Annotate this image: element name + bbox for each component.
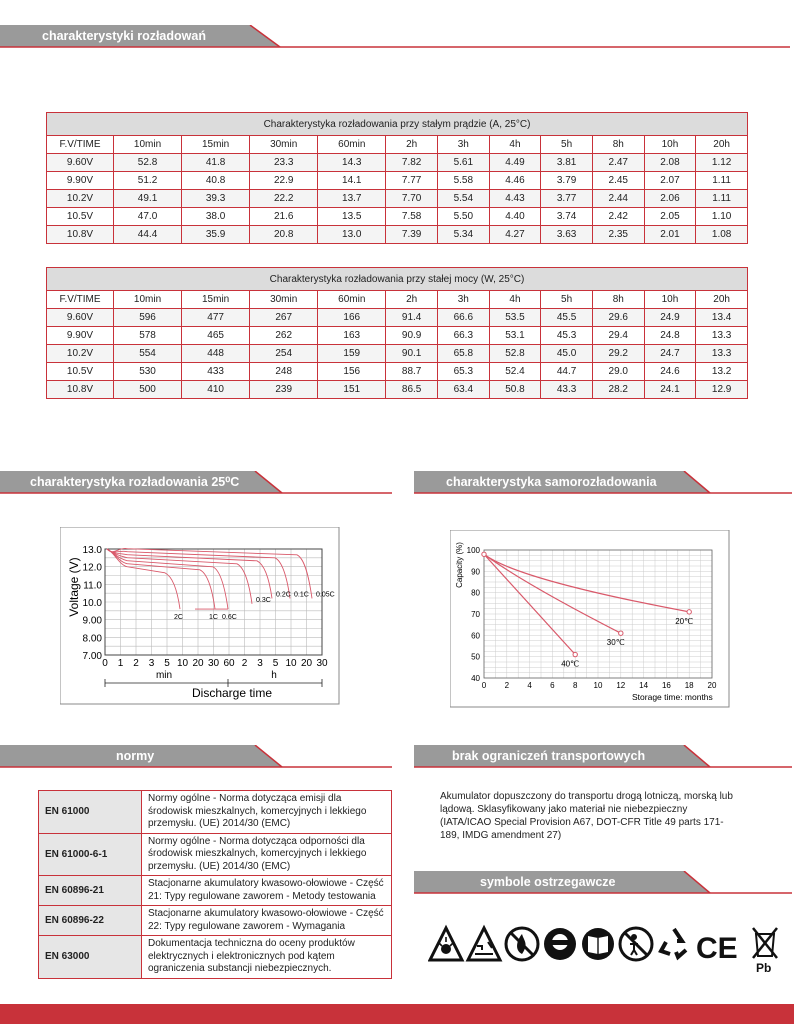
table-cell: 2.44 bbox=[592, 190, 644, 208]
table-cell: 530 bbox=[114, 363, 182, 381]
norm-row bbox=[39, 876, 392, 906]
norm-description: Stacjonarne akumulatory kwasowo-ołowiowe - Część 22: Typy regulowane zaworem - Wymagania bbox=[142, 906, 392, 936]
table-cell: 35.9 bbox=[182, 226, 250, 244]
table-caption: Charakterystyka rozładowania przy stałym prądzie (A, 25°C) bbox=[47, 113, 748, 136]
table-cell: 66.6 bbox=[437, 309, 489, 327]
curve-label: 0.6C bbox=[222, 614, 237, 622]
column-header: 15min bbox=[182, 136, 250, 154]
curve-end-point bbox=[619, 631, 623, 635]
column-header: 30min bbox=[250, 136, 318, 154]
y-tick-label: 10.0 bbox=[82, 598, 102, 609]
curve-label: 30℃ bbox=[606, 638, 625, 648]
column-header: 20h bbox=[696, 291, 748, 309]
table-cell: 13.4 bbox=[696, 309, 748, 327]
table-row bbox=[47, 309, 748, 327]
table-cell: 2.42 bbox=[592, 208, 644, 226]
table-cell: 41.8 bbox=[182, 154, 250, 172]
y-axis-label: Capacity (%) bbox=[455, 542, 464, 588]
x-tick-label: 8 bbox=[572, 681, 578, 690]
norm-description: Normy ogólne - Norma dotycząca emisji dla środowisk mieszkalnych, komercyjnych i lekkiego przemysłu. (UE) 2014/30 (EMC) bbox=[142, 791, 392, 834]
table-cell: 2.06 bbox=[644, 190, 696, 208]
column-header: 60min bbox=[318, 136, 386, 154]
column-header: 30min bbox=[250, 291, 318, 309]
table-cell: 65.8 bbox=[437, 345, 489, 363]
table-cell: 7.82 bbox=[386, 154, 438, 172]
table-cell: 1.08 bbox=[696, 226, 748, 244]
section-banner-discharge-curve bbox=[0, 471, 394, 493]
table-cell: 29.0 bbox=[592, 363, 644, 381]
table-cell: 596 bbox=[114, 309, 182, 327]
x-tick-label: 5 bbox=[272, 658, 279, 669]
section-title: charakterystyka rozładowania 25⁰C bbox=[30, 475, 240, 489]
table-cell: 39.3 bbox=[182, 190, 250, 208]
table-cell: 28.2 bbox=[592, 381, 644, 399]
table-row bbox=[47, 363, 748, 381]
read-manual-icon bbox=[582, 928, 614, 960]
curve-label: 0.05C bbox=[316, 591, 335, 599]
x-tick-label: 20 bbox=[707, 681, 717, 690]
table-cell: 7.70 bbox=[386, 190, 438, 208]
table-cell: 22.9 bbox=[250, 172, 318, 190]
table-cell: 13.2 bbox=[696, 363, 748, 381]
x-tick-label: 5 bbox=[164, 658, 170, 669]
table-cell: 151 bbox=[318, 381, 386, 399]
x-tick-label: 2 bbox=[241, 658, 248, 669]
table-cell: 13.3 bbox=[696, 345, 748, 363]
x-tick-label: 10 bbox=[593, 681, 603, 690]
table-cell: 2.01 bbox=[644, 226, 696, 244]
section-banner-symbols bbox=[414, 871, 794, 893]
norm-code: EN 60896-21 bbox=[39, 876, 142, 906]
table-row bbox=[47, 172, 748, 190]
table-cell: 53.5 bbox=[489, 309, 541, 327]
x-tick-label: 20 bbox=[300, 658, 313, 669]
table-row bbox=[47, 154, 748, 172]
explosive-icon bbox=[430, 928, 462, 960]
x-tick-label: 10 bbox=[285, 658, 297, 669]
curve-end-point bbox=[687, 610, 691, 614]
ce-mark: CE bbox=[696, 932, 738, 965]
x-unit-h: h bbox=[271, 670, 277, 681]
table-cell: 2.35 bbox=[592, 226, 644, 244]
column-header: 10min bbox=[114, 136, 182, 154]
table-cell: 7.58 bbox=[386, 208, 438, 226]
y-tick-label: 8.00 bbox=[82, 633, 102, 645]
norm-row bbox=[39, 833, 392, 876]
table-row bbox=[47, 208, 748, 226]
column-header: 8h bbox=[592, 136, 644, 154]
section-banner-transport bbox=[414, 745, 794, 767]
warning-symbols-row bbox=[428, 924, 788, 974]
table-row bbox=[47, 190, 748, 208]
x-tick-label: 1 bbox=[117, 658, 124, 669]
x-axis-label: Discharge time bbox=[191, 686, 273, 700]
table-cell: 29.4 bbox=[592, 327, 644, 345]
x-tick-label: 2 bbox=[504, 681, 510, 690]
curve-label: 0.2C bbox=[276, 591, 291, 599]
corrosive-icon bbox=[468, 928, 500, 960]
table-cell: 1.12 bbox=[696, 154, 748, 172]
norm-row bbox=[39, 906, 392, 936]
table-cell: 44.7 bbox=[541, 363, 593, 381]
table-cell: 3.79 bbox=[541, 172, 593, 190]
table-cell: 45.0 bbox=[541, 345, 593, 363]
table-cell: 465 bbox=[182, 327, 250, 345]
table-cell: 51.2 bbox=[114, 172, 182, 190]
table-cell: 29.2 bbox=[592, 345, 644, 363]
section-banner-discharge bbox=[0, 25, 794, 47]
table-cell: 2.47 bbox=[592, 154, 644, 172]
curve-label: 0.1C bbox=[294, 591, 309, 599]
table-cell: 13.0 bbox=[318, 226, 386, 244]
table-caption: Charakterystyka rozładowania przy stałej mocy (W, 25°C) bbox=[47, 268, 748, 291]
table-cell: 262 bbox=[250, 327, 318, 345]
y-tick-label: 80 bbox=[471, 588, 480, 598]
x-tick-label: 14 bbox=[639, 681, 649, 690]
x-tick-label: 30 bbox=[207, 658, 220, 669]
table-cell: 20.8 bbox=[250, 226, 318, 244]
table-cell: 4.49 bbox=[489, 154, 541, 172]
table-cell: 38.0 bbox=[182, 208, 250, 226]
recycle-icon bbox=[661, 929, 686, 957]
norm-code: EN 61000-6-1 bbox=[39, 833, 142, 876]
table-cell: 90.9 bbox=[386, 327, 438, 345]
table-cell: 24.8 bbox=[644, 327, 696, 345]
discharge-curve-chart bbox=[60, 527, 340, 705]
footer-bar bbox=[0, 1004, 794, 1024]
table-cell: 9.60V bbox=[47, 154, 114, 172]
table-cell: 24.9 bbox=[644, 309, 696, 327]
table-cell: 13.3 bbox=[696, 327, 748, 345]
eye-protection-icon bbox=[544, 928, 576, 960]
table-cell: 65.3 bbox=[437, 363, 489, 381]
table-cell: 86.5 bbox=[386, 381, 438, 399]
column-header: 2h bbox=[386, 291, 438, 309]
section-title: brak ograniczeń transportowych bbox=[452, 749, 646, 763]
table-cell: 3.81 bbox=[541, 154, 593, 172]
table-cell: 24.6 bbox=[644, 363, 696, 381]
section-title: charakterystyki rozładowań bbox=[42, 29, 206, 43]
column-header: 5h bbox=[541, 136, 593, 154]
norm-code: EN 61000 bbox=[39, 791, 142, 834]
table-cell: 29.6 bbox=[592, 309, 644, 327]
x-tick-label: 0 bbox=[481, 681, 487, 690]
section-title: normy bbox=[116, 749, 155, 763]
weee-bin-icon bbox=[753, 928, 777, 974]
table-cell: 477 bbox=[182, 309, 250, 327]
table-cell: 40.8 bbox=[182, 172, 250, 190]
table-cell: 14.1 bbox=[318, 172, 386, 190]
column-header: 60min bbox=[318, 291, 386, 309]
table-cell: 5.58 bbox=[437, 172, 489, 190]
table-cell: 47.0 bbox=[114, 208, 182, 226]
column-header: 10min bbox=[114, 291, 182, 309]
column-header: 20h bbox=[696, 136, 748, 154]
table-cell: 10.2V bbox=[47, 345, 114, 363]
table-cell: 2.05 bbox=[644, 208, 696, 226]
y-tick-label: 7.00 bbox=[82, 651, 102, 662]
norm-code: EN 60896-22 bbox=[39, 906, 142, 936]
section-title: symbole ostrzegawcze bbox=[480, 875, 616, 889]
table-cell: 22.2 bbox=[250, 190, 318, 208]
x-tick-label: 12 bbox=[616, 681, 626, 690]
x-axis-label: Storage time: months bbox=[632, 692, 713, 702]
section-title: charakterystyka samorozładowania bbox=[446, 475, 657, 489]
table-cell: 4.40 bbox=[489, 208, 541, 226]
table-cell: 239 bbox=[250, 381, 318, 399]
norm-description: Normy ogólne - Norma dotycząca odporności dla środowisk mieszkalnych, komercyjnych i lekkiego przemysłu. (UE) 2014/30 (EMC) bbox=[142, 833, 392, 876]
table-cell: 554 bbox=[114, 345, 182, 363]
x-tick-label: 18 bbox=[684, 681, 694, 690]
table-cell: 5.61 bbox=[437, 154, 489, 172]
table-cell: 12.9 bbox=[696, 381, 748, 399]
column-header: 8h bbox=[592, 291, 644, 309]
column-header: F.V/TIME bbox=[47, 136, 114, 154]
table-cell: 45.5 bbox=[541, 309, 593, 327]
table-cell: 50.8 bbox=[489, 381, 541, 399]
table-cell: 166 bbox=[318, 309, 386, 327]
y-tick-label: 12.0 bbox=[82, 562, 102, 574]
table-cell: 23.3 bbox=[250, 154, 318, 172]
x-tick-label: 16 bbox=[661, 681, 671, 690]
table-cell: 63.4 bbox=[437, 381, 489, 399]
y-axis-label: Voltage (V) bbox=[67, 557, 81, 617]
table-cell: 578 bbox=[114, 327, 182, 345]
table-cell: 1.10 bbox=[696, 208, 748, 226]
table-cell: 7.39 bbox=[386, 226, 438, 244]
table-cell: 1.11 bbox=[696, 190, 748, 208]
table-cell: 500 bbox=[114, 381, 182, 399]
norm-code: EN 63000 bbox=[39, 936, 142, 979]
table-cell: 4.27 bbox=[489, 226, 541, 244]
column-header: 2h bbox=[386, 136, 438, 154]
table-cell: 7.77 bbox=[386, 172, 438, 190]
table-cell: 24.1 bbox=[644, 381, 696, 399]
y-tick-label: 70 bbox=[471, 610, 480, 619]
table-cell: 88.7 bbox=[386, 363, 438, 381]
norm-row bbox=[39, 791, 392, 834]
x-tick-label: 30 bbox=[316, 658, 328, 669]
column-header: 3h bbox=[437, 291, 489, 309]
curve-label: 1C bbox=[209, 614, 218, 622]
table-cell: 53.1 bbox=[489, 327, 541, 345]
table-cell: 159 bbox=[318, 345, 386, 363]
curve-label: 20℃ bbox=[675, 616, 694, 626]
table-cell: 90.1 bbox=[386, 345, 438, 363]
constant-power-table bbox=[46, 267, 748, 399]
table-cell: 156 bbox=[318, 363, 386, 381]
y-tick-label: 100 bbox=[466, 546, 480, 555]
y-tick-label: 11.0 bbox=[83, 580, 102, 592]
table-cell: 254 bbox=[250, 345, 318, 363]
column-header: 10h bbox=[644, 136, 696, 154]
curve-label: 0.3C bbox=[256, 596, 271, 604]
column-header: 5h bbox=[541, 291, 593, 309]
table-cell: 9.60V bbox=[47, 309, 114, 327]
norm-description: Stacjonarne akumulatory kwasowo-ołowiowe - Część 21: Typy regulowane zaworem - Metody testowania bbox=[142, 876, 392, 906]
x-tick-label: 10 bbox=[176, 658, 189, 669]
column-header: F.V/TIME bbox=[47, 291, 114, 309]
section-banner-self-discharge bbox=[414, 471, 794, 493]
table-cell: 10.2V bbox=[47, 190, 114, 208]
no-children-icon bbox=[620, 928, 652, 960]
column-header: 3h bbox=[437, 136, 489, 154]
curve-start-point bbox=[482, 552, 486, 556]
x-tick-label: 60 bbox=[223, 658, 235, 669]
table-cell: 52.4 bbox=[489, 363, 541, 381]
table-cell: 9.90V bbox=[47, 172, 114, 190]
table-cell: 66.3 bbox=[437, 327, 489, 345]
table-cell: 91.4 bbox=[386, 309, 438, 327]
table-cell: 10.8V bbox=[47, 226, 114, 244]
norm-row bbox=[39, 936, 392, 979]
y-tick-label: 50 bbox=[471, 652, 480, 662]
y-tick-label: 9.00 bbox=[82, 615, 102, 627]
table-row bbox=[47, 345, 748, 363]
table-cell: 267 bbox=[250, 309, 318, 327]
table-cell: 3.77 bbox=[541, 190, 593, 208]
table-row bbox=[47, 381, 748, 399]
table-cell: 10.5V bbox=[47, 208, 114, 226]
table-cell: 448 bbox=[182, 345, 250, 363]
column-header: 15min bbox=[182, 291, 250, 309]
table-cell: 44.4 bbox=[114, 226, 182, 244]
table-cell: 5.54 bbox=[437, 190, 489, 208]
table-cell: 43.3 bbox=[541, 381, 593, 399]
table-cell: 14.3 bbox=[318, 154, 386, 172]
table-cell: 433 bbox=[182, 363, 250, 381]
table-cell: 248 bbox=[250, 363, 318, 381]
table-cell: 13.5 bbox=[318, 208, 386, 226]
table-cell: 4.46 bbox=[489, 172, 541, 190]
x-unit-min: min bbox=[155, 670, 173, 681]
table-row bbox=[47, 327, 748, 345]
table-cell: 2.07 bbox=[644, 172, 696, 190]
table-cell: 24.7 bbox=[644, 345, 696, 363]
pb-label: Pb bbox=[756, 961, 772, 974]
table-cell: 13.7 bbox=[318, 190, 386, 208]
table-cell: 52.8 bbox=[114, 154, 182, 172]
no-fire-icon bbox=[506, 928, 538, 960]
self-discharge-chart bbox=[450, 530, 730, 708]
table-cell: 5.50 bbox=[437, 208, 489, 226]
x-tick-label: 2 bbox=[133, 658, 139, 669]
table-cell: 21.6 bbox=[250, 208, 318, 226]
norm-description: Dokumentacja techniczna do oceny produktów elektrycznych i elektronicznych pod kątem ograniczenia substancji niebezpiecznych. bbox=[142, 936, 392, 979]
x-tick-label: 6 bbox=[550, 681, 555, 690]
curve-end-point bbox=[573, 652, 577, 656]
column-header: 4h bbox=[489, 136, 541, 154]
x-tick-label: 0 bbox=[102, 658, 108, 669]
table-cell: 9.90V bbox=[47, 327, 114, 345]
x-tick-label: 3 bbox=[148, 658, 155, 669]
table-cell: 410 bbox=[182, 381, 250, 399]
table-cell: 49.1 bbox=[114, 190, 182, 208]
table-cell: 2.45 bbox=[592, 172, 644, 190]
table-cell: 52.8 bbox=[489, 345, 541, 363]
table-row bbox=[47, 226, 748, 244]
x-tick-label: 3 bbox=[257, 658, 263, 669]
y-tick-label: 60 bbox=[471, 631, 480, 641]
norms-table bbox=[38, 790, 392, 979]
table-cell: 10.5V bbox=[47, 363, 114, 381]
table-cell: 3.74 bbox=[541, 208, 593, 226]
section-banner-norms bbox=[0, 745, 394, 767]
table-cell: 5.34 bbox=[437, 226, 489, 244]
y-tick-label: 90 bbox=[471, 567, 480, 577]
table-cell: 45.3 bbox=[541, 327, 593, 345]
constant-current-table bbox=[46, 112, 748, 244]
transport-description: Akumulator dopuszczony do transportu drogą lotniczą, morską lub lądową. Sklasyfikowany jako materiał nie niebezpieczny (IATA/ICAO Special Provision A67, DOT-CFR Title 49 parts 171-189, IMDG amendment 27) bbox=[440, 791, 733, 841]
table-cell: 10.8V bbox=[47, 381, 114, 399]
curve-label: 2C bbox=[174, 614, 183, 622]
table-cell: 163 bbox=[318, 327, 386, 345]
column-header: 10h bbox=[644, 291, 696, 309]
curve-label: 40℃ bbox=[561, 659, 580, 669]
y-tick-label: 13.0 bbox=[82, 545, 102, 556]
table-cell: 2.08 bbox=[644, 154, 696, 172]
x-tick-label: 4 bbox=[527, 681, 532, 690]
x-tick-label: 20 bbox=[192, 658, 204, 669]
column-header: 4h bbox=[489, 291, 541, 309]
table-cell: 1.11 bbox=[696, 172, 748, 190]
table-cell: 3.63 bbox=[541, 226, 593, 244]
y-tick-label: 40 bbox=[471, 674, 480, 683]
table-cell: 4.43 bbox=[489, 190, 541, 208]
